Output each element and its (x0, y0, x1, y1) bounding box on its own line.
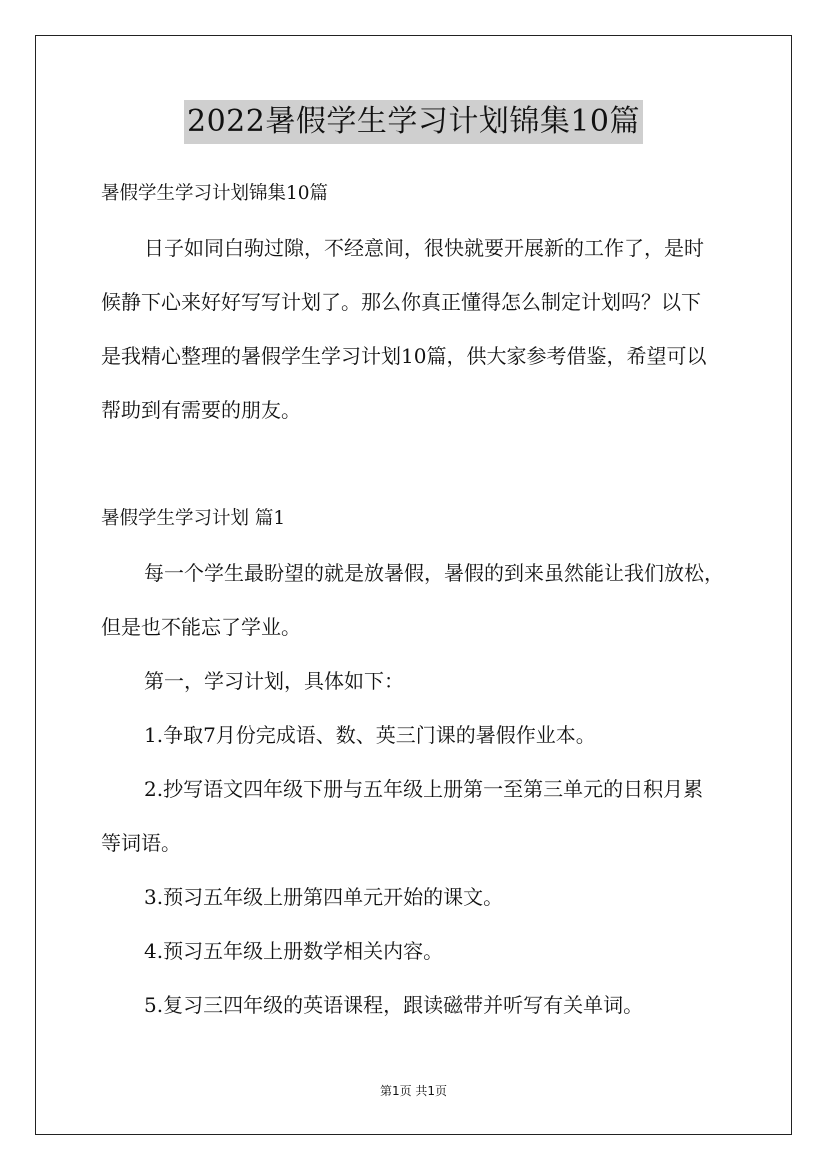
section1-line-9: 5.复习三四年级的英语课程，跟读磁带并听写有关单词。 (144, 993, 644, 1017)
document-subtitle: 暑假学生学习计划锦集10篇 (101, 183, 329, 204)
intro-line-1: 日子如同白驹过隙，不经意间，很快就要开展新的工作了，是时 (144, 236, 704, 260)
section1-line-8: 4.预习五年级上册数学相关内容。 (144, 939, 444, 963)
section1-line-6: 等词语。 (101, 831, 181, 855)
intro-line-3: 是我精心整理的暑假学生学习计划10篇，供大家参考借鉴，希望可以 (101, 344, 707, 368)
intro-line-4: 帮助到有需要的朋友。 (101, 398, 301, 422)
intro-line-2: 候静下心来好好写写计划了。那么你真正懂得怎么制定计划吗？以下 (101, 290, 701, 314)
page-footer: 第1页 共1页 (379, 1084, 448, 1098)
section1-line-2: 但是也不能忘了学业。 (101, 615, 301, 639)
section1-line-7: 3.预习五年级上册第四单元开始的课文。 (144, 885, 504, 909)
section1-line-5: 2.抄写语文四年级下册与五年级上册第一至第三单元的日积月累 (144, 777, 704, 801)
section1-heading: 暑假学生学习计划 篇1 (101, 508, 286, 529)
document-title: 2022暑假学生学习计划锦集10篇 (184, 100, 643, 144)
section1-line-4: 1.争取7月份完成语、数、英三门课的暑假作业本。 (144, 723, 596, 747)
document-title-wrapper (0, 100, 827, 144)
section1-line-3: 第一，学习计划，具体如下： (144, 669, 404, 693)
section1-line-1: 每一个学生最盼望的就是放暑假，暑假的到来虽然能让我们放松， (144, 561, 724, 585)
